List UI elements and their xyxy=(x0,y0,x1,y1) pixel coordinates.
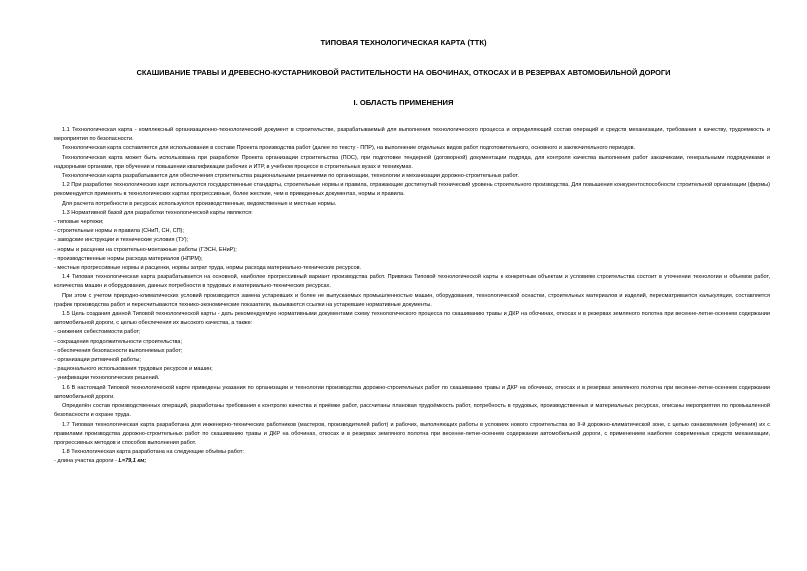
section-heading: I. ОБЛАСТЬ ПРИМЕНЕНИЯ xyxy=(353,98,454,107)
document-title: ТИПОВАЯ ТЕХНОЛОГИЧЕСКАЯ КАРТА (ТТК) xyxy=(320,38,487,47)
road-length-label: - длина участка дороги - xyxy=(54,458,119,465)
list-item: - заводские инструкции и технические условия (ТУ); xyxy=(54,237,189,244)
list-item: - снижения себестоимости работ; xyxy=(54,329,141,336)
paragraph: 1.1 Технологическая карта - комплексный организационно-технологический документ в строительстве, разрабатываемый для выполнения технологического процесса и определяющий состав операций и средств механизации, требования к качеству, трудоемкость и мероприятия по безопасности. xyxy=(54,127,770,143)
list-item: - строительные нормы и правила (СНиП, СН, СП); xyxy=(54,228,184,235)
document-body xyxy=(54,126,770,467)
list-item: - сокращения продолжительности строительства; xyxy=(54,338,183,345)
list-item: - унификации технологических решений. xyxy=(54,375,160,382)
list-item: - типовые чертежи; xyxy=(54,219,104,226)
paragraph: 1.5 Цель создания данной Типовой технологической карты - дать рекомендуемую нормативными документами схему технологического процесса по скашиванию травы и ДКР на обочинах, откосах и в резервах земляного полотна при весенне-летне-осеннем содержании автомобильной дороги, с целью обеспечения их высокого качества, а также: xyxy=(54,311,770,327)
document-subtitle: СКАШИВАНИЕ ТРАВЫ И ДРЕВЕСНО-КУСТАРНИКОВОЙ РАСТИТЕЛЬНОСТИ НА ОБОЧИНАХ, ОТКОСАХ И В РЕЗЕРВАХ АВТОМОБИЛЬНОЙ ДОРОГИ xyxy=(136,68,671,77)
list-item: - обеспечения безопасности выполняемых работ; xyxy=(54,347,183,354)
list-item: - организации ритмичной работы; xyxy=(54,357,141,364)
paragraph: При этом с учетом природно-климатических условий производится замена устаревших и более не выпускаемых промышленностью машин, оборудования, технологической оснастки, строительных материалов и изделий, пересматривается калькуляция, составляется график производства работ и пересчитываются технико-экономические показатели, вызываются ссылки на устаревшие нормативные документы. xyxy=(54,292,770,308)
paragraph: Определён состав производственных операций, разработаны требования к контролю качества и приёмке работ, рассчитаны плановая трудоёмкость работ, потребность в трудовых, производственных и материальных ресурсах, описаны мероприятия по промышленной безопасности и охране труда. xyxy=(54,403,770,419)
paragraph: Технологическая карта может быть использована при разработке Проекта организации строительства (ПОС), при подготовке тендерной (договорной) документации подряда, для контроля качества выполнения работ заказчиками, генеральными подрядчиками и надзорными органами, при обучении и повышении квалификации рабочих и ИТР, в учебном процессе в строительных вузах и техникумах. xyxy=(54,154,770,170)
list-item: - местные прогрессивные нормы и расценки, нормы затрат труда, нормы расхода материально-технических ресурсов. xyxy=(54,265,362,272)
list-item-road-length xyxy=(54,457,770,466)
road-length-symbol: L xyxy=(118,458,122,465)
road-length-value: =79,1 км; xyxy=(121,458,147,465)
list-item: - производственные нормы расхода материалов (НПРМ); xyxy=(54,255,203,262)
list-item: - рационального использования трудовых ресурсов и машин; xyxy=(54,366,213,373)
paragraph: Для расчета потребности в ресурсах используются производственные, ведомственные и местные нормы. xyxy=(62,200,337,207)
paragraph: 1.7 Типовая технологическая карта разработана для инженерно-технических работников (мастеров, производителей работ) и рабочих, выполняющих работы в условиях нового строительства во II-й дорожно-климатической зоне, с целью ознакомления (обучения) их с правилами производства дорожно-строительных работ по скашиванию травы и ДКР на обочинах, откосах и в резервах земляного полотна при весенне-летне-осеннем содержании автомобильной дороги, с применением наиболее современных средств механизации, прогрессивных методов и способов выполнения работ. xyxy=(54,421,770,446)
paragraph: Технологическая карта составляется для использования в составе Проекта производства работ (далее по тексту - ППР), на выполнение отдельных видов работ подготовительного, основного и заключительного периодов. xyxy=(62,145,636,152)
paragraph: 1.2 При разработке технологических карт используются государственные стандарты, строительные нормы и правила, отражающие достигнутый технический уровень строительного производства. Для повышения конкурентоспособности строительной организации (фирмы) рекомендуется применять в технологических картах прогрессивные, более жесткие, чем в приведенных документах, нормы и правила. xyxy=(54,182,770,198)
paragraph: 1.6 В настоящей Типовой технологической карте приведены указания по организации и технологии производства дорожно-строительных работ по скашиванию травы и ДКР на обочинах, откосах и в резервах земляного полотна при весенне-летне-осеннем содержании автомобильной дороги. xyxy=(54,384,770,400)
paragraph: Технологическая карта разрабатывается для обеспечения строительства рациональными решениями по организации, технологии и механизации дорожно-строительных работ. xyxy=(62,173,519,180)
paragraph: 1.4 Типовая технологическая карта разрабатывается на основной, наиболее прогрессивный вариант производства работ. Привязка Типовой технологической карты к конкретным объектам и условиям строительства состоит в уточнении технологии и объемов работ, количества машин и оборудования, данных потребности в трудовых и материально-технических ресурсах. xyxy=(54,274,770,290)
list-item: - нормы и расценки на строительно-монтажные работы (ГЭСН, ЕНиР); xyxy=(54,246,237,253)
paragraph: 1.3 Нормативной базой для разработки технологической карты являются: xyxy=(62,209,253,216)
paragraph: 1.8 Технологическая карта разработана на следующие объёмы работ: xyxy=(62,449,244,456)
